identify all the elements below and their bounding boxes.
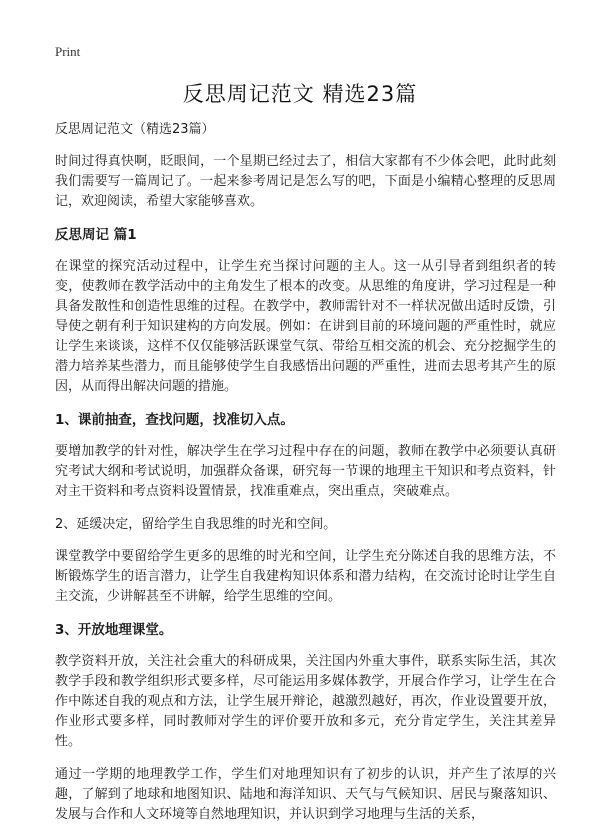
point-1-body: 要增加教学的针对性，解决学生在学习过程中存在的问题，教师在教学中必须要认真研究考试大纲和考试说明，加强群众备课，研究每一节课的地理主干知识和考点资料，针对主干资料和考点资料设置情景，找准重难点，突出重点，突破难点。 [55,444,556,499]
point-2-body: 课堂教学中要留给学生更多的思维的时光和空间，让学生充分陈述自我的思维方法，不断锻炼学生的语言潜力，让学生自我建构知识体系和潜力结构，在交流讨论时让学生自主交流，少讲解甚至不讲解，给学生思维的空间。 [55,549,556,604]
print-link[interactable]: Print [55,44,81,59]
point-2-heading: 2、延缓决定，留给学生自我思维的时光和空间。 [55,517,337,532]
point-1-heading: 1、课前抽查，查找问题，找准切入点。 [55,412,294,428]
point-3-heading: 3、开放地理课堂。 [55,622,173,638]
page-title: 反思周记范文 精选23篇 [182,82,418,106]
article-subtitle: 反思周记范文（精选23篇） [55,122,215,137]
section-paragraph: 在课堂的探究活动过程中，让学生充当探讨问题的主人。这一从引导者到组织者的转变，使教师在教学活动中的主角发生了根本的改变。从思维的角度讲，学习过程是一种具备发散性和创造性思维的过程。在教学中，教师需针对不一样状况做出适时反馈，引导使之朝有利于知识建构的方向发展。例如：在讲到目前的环境问题的严重性时，就应让学生来谈谈，这样不仅仅能够活跃课堂气氛、带给互相交流的机会、充分挖掘学生的潜力培养某些潜力，而且能够使学生自我感悟出问题的严重性，进而去思考其产生的原因，从而得出解决问题的措施。 [55,259,556,394]
point-3-body: 教学资料开放，关注社会重大的科研成果，关注国内外重大事件，联系实际生活，其次教学手段和教学组织形式要多样，尽可能运用多媒体教学，开展合作学习，让学生在合作中陈述自我的观点和方法，让学生展开辩论，越激烈越好，再次，作业设置要开放，作业形式要多样，同时教师对学生的评价要开放和多元，充分肯定学生，关注其差异性。 [55,654,556,749]
article-body [55,120,556,838]
section-heading: 反思周记 篇1 [55,227,137,243]
closing-paragraph: 通过一学期的地理教学工作，学生们对地理知识有了初步的认识，并产生了浓厚的兴趣，了解到了地球和地图知识、陆地和海洋知识、天气与气候知识、居民与聚落知识、发展与合作和人文环境等自然地理知识，并认识到学习地理与生活的关系， [55,767,556,822]
intro-paragraph: 时间过得真快啊，眨眼间，一个星期已经过去了，相信大家都有不少体会吧，此时此刻我们需要写一篇周记了。一起来参考周记是怎么写的吧，下面是小编精心整理的反思周记，欢迎阅读，希望大家能够喜欢。 [55,154,556,209]
